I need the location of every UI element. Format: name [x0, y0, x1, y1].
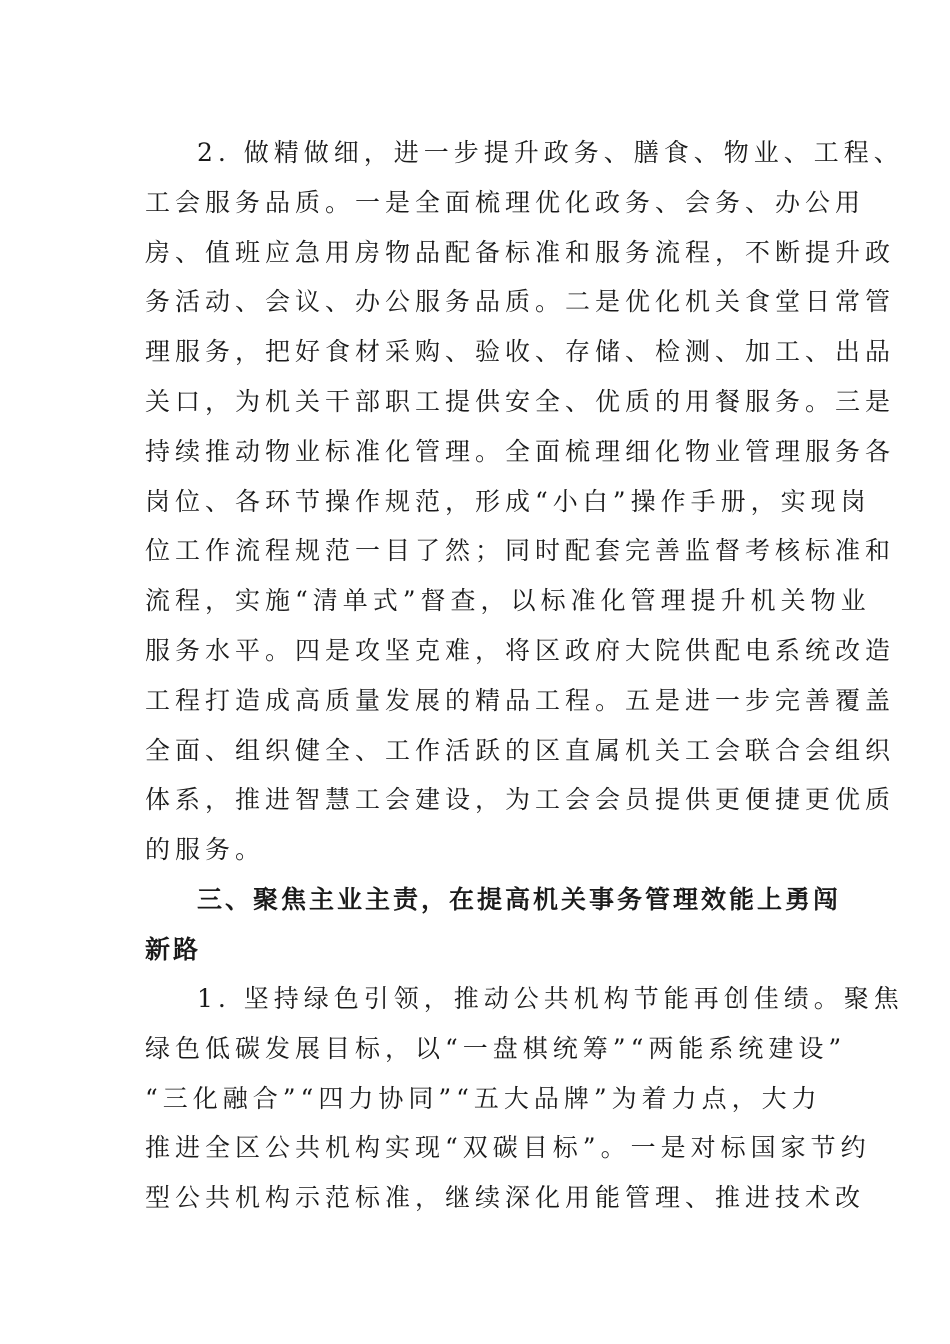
text-line: 流程，实施“清单式”督查，以标准化管理提升机关物业	[145, 586, 871, 616]
text-line: 务活动、会议、办公服务品质。二是优化机关食堂日常管	[145, 287, 896, 317]
text-line: 2. 做精做细，进一步提升政务、膳食、物业、工程、	[197, 138, 904, 167]
text-line: 服务水平。四是攻坚克难，将区政府大院供配电系统改造	[145, 635, 896, 665]
text-line: 关口，为机关干部职工提供安全、优质的用餐服务。三是	[145, 386, 896, 416]
text-line: 持续推动物业标准化管理。全面梳理细化物业管理服务各	[145, 436, 896, 466]
text-line: 理服务，把好食材采购、验收、存储、检测、加工、出品	[145, 337, 896, 367]
text-line: 工程打造成高质量发展的精品工程。五是进一步完善覆盖	[145, 685, 896, 715]
text-line: 推进全区公共机构实现“双碳目标”。一是对标国家节约	[145, 1133, 871, 1163]
text-line: 位工作流程规范一目了然；同时配套完善监督考核标准和	[145, 536, 896, 566]
text-line: “三化融合”“四力协同”“五大品牌”为着力点，大力	[145, 1083, 822, 1113]
text-line: 1. 坚持绿色引领，推动公共机构节能再创佳绩。聚焦	[197, 984, 904, 1013]
text-line: 全面、组织健全、工作活跃的区直属机关工会联合会组织	[145, 735, 896, 765]
paragraph-2	[145, 974, 904, 1223]
text-line: 绿色低碳发展目标，以“一盘棋统筹”“两能系统建设”	[145, 1033, 847, 1063]
text-line: 的服务。	[145, 835, 266, 865]
paragraph-1	[145, 128, 904, 875]
section-heading	[145, 875, 842, 975]
text-line: 工会服务品质。一是全面梳理优化政务、会务、办公用	[145, 187, 866, 217]
text-line: 岗位、各环节操作规范，形成“小白”操作手册，实现岗	[145, 486, 871, 516]
heading-line: 三、聚焦主业主责，在提高机关事务管理效能上勇闯	[197, 885, 842, 914]
text-line: 型公共机构示范标准，继续深化用能管理、推进技术改	[145, 1183, 866, 1213]
heading-line: 新路	[145, 934, 202, 964]
text-line: 房、值班应急用房物品配备标准和服务流程，不断提升政	[145, 237, 896, 267]
text-line: 体系，推进智慧工会建设，为工会会员提供更便捷更优质	[145, 785, 896, 815]
